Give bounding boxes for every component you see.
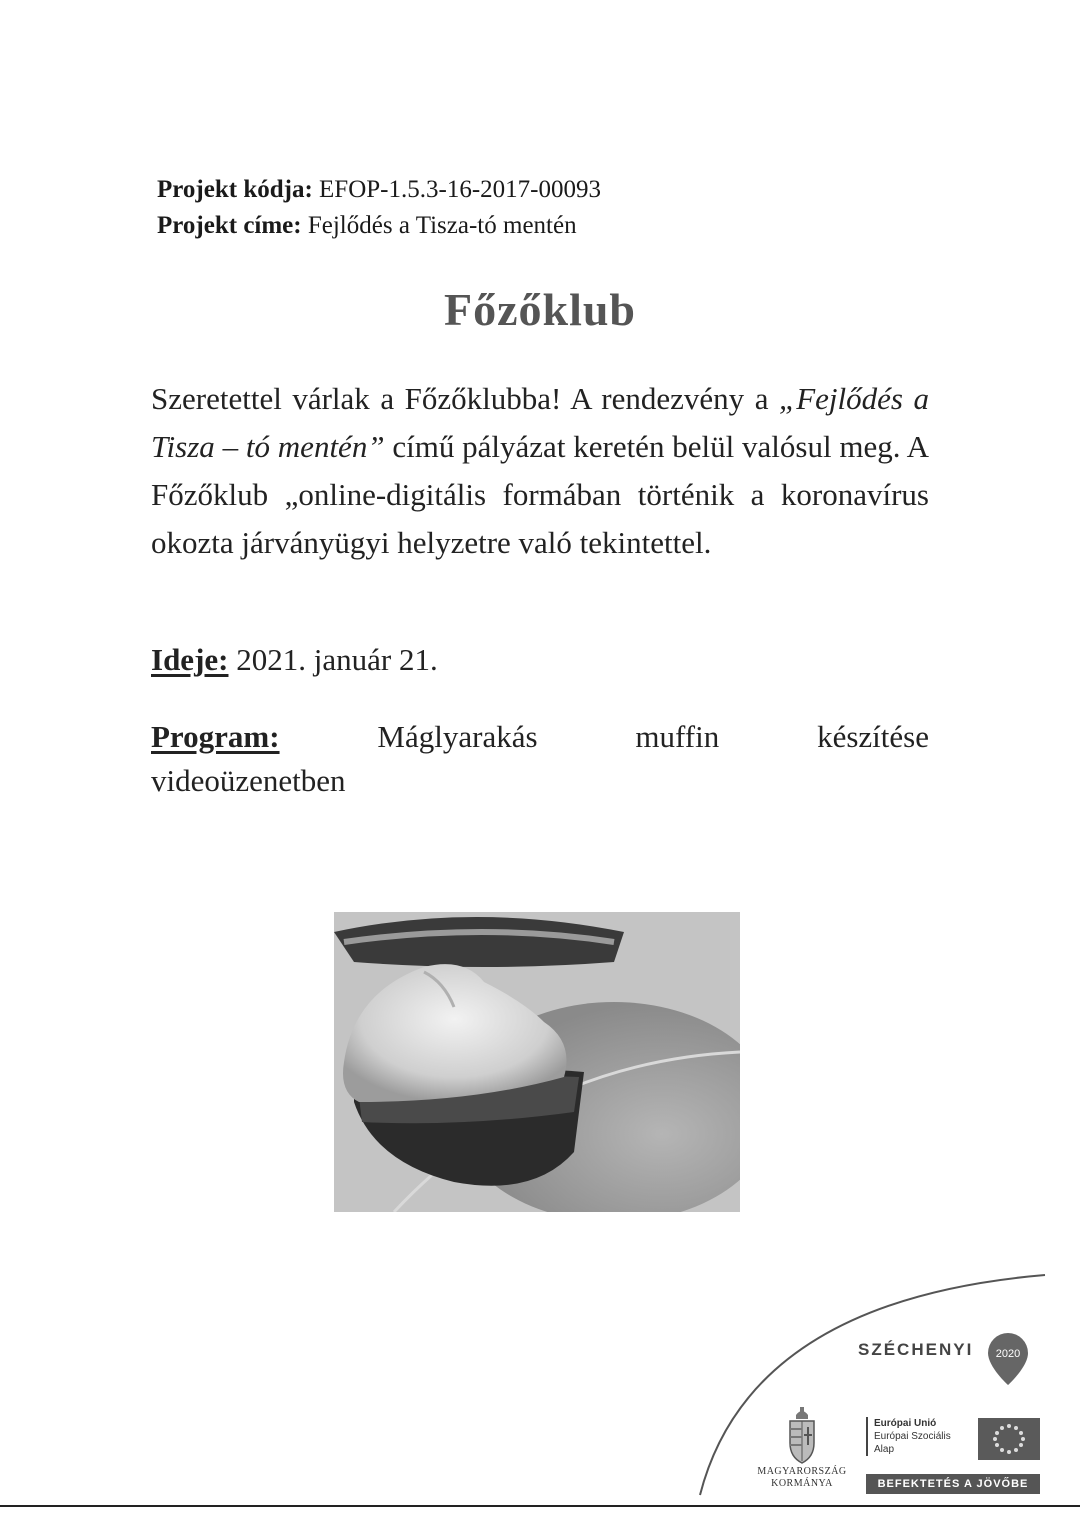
government-logo-text [752,1466,852,1490]
eu-text [866,1417,951,1456]
bottom-divider [0,1505,1080,1507]
szechenyi-2020-pin-icon [986,1331,1030,1387]
gov-line-2: KORMÁNYA [771,1478,833,1489]
project-code-value: EFOP-1.5.3-16-2017-00093 [319,176,601,203]
program-word-2: muffin [635,719,720,754]
program-word-3: készítése [817,719,929,754]
project-title-label: Projekt címe: [157,212,302,239]
program-label: Program: [151,719,280,754]
investment-banner: BEFEKTETÉS A JÖVŐBE [866,1474,1040,1494]
intro-paragraph [151,375,929,567]
eu-line-3: Alap [874,1444,895,1455]
eu-line-2: Európai Szociális [874,1431,951,1442]
date-line [151,642,438,678]
program-line-1 [151,715,929,759]
hungarian-crest-icon [782,1405,822,1465]
program-word-1: Máglyarakás [377,719,538,754]
intro-text-2: című pályázat keretén belül valósul meg. A Főzőklub „online-digitális formában történik a koronavírus okozta járványügyi helyzetre való tekintettel. [151,429,929,560]
program-line-2: videoüzenetben [151,763,346,798]
intro-text-1: Szeretettel várlak a Főzőklubba! A rendezvény a [151,381,769,416]
szechenyi-logo-text: SZÉCHENYI [858,1340,974,1359]
project-code-label: Projekt kódja: [157,176,313,203]
date-value: 2021. január 21. [236,642,438,677]
project-meta [157,172,601,244]
muffin-illustration [334,912,740,1212]
program-block [151,715,929,803]
gov-line-1: MAGYARORSZÁG [757,1466,847,1477]
muffin-photo [334,912,740,1212]
project-title-line [157,208,601,244]
project-code-line [157,172,601,208]
project-title-value: Fejlődés a Tisza-tó mentén [307,212,577,239]
eu-line-1: Európai Unió [874,1418,937,1429]
eu-flag-icon [978,1418,1040,1460]
page-title: Főzőklub [443,284,637,335]
date-label: Ideje: [151,642,229,677]
szechenyi-year: 2020 [995,1348,1021,1360]
intro-project-name: „Fejlődés a Tisza – tó mentén” [151,381,929,464]
